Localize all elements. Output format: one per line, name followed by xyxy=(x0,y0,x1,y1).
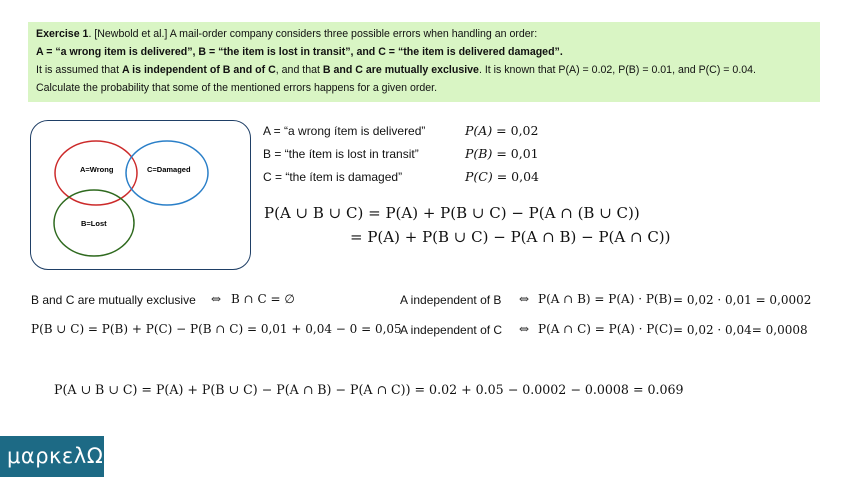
final-equation: P(A ∪ B ∪ C) = P(A) + P(B ∪ C) − P(A ∩ B) − P(A ∩ C)) = 0.02 + 0.05 − 0.0002 − 0.0008 = 0.069 xyxy=(54,382,684,397)
probability-a: P(A) = 0,02 xyxy=(465,123,539,138)
exercise-line-2: A = “a wrong item is delivered”, B = “the item is lost in transit”, and C = “the item is delivered damaged”. xyxy=(36,46,563,58)
main-equation-line-2: = P(A) + P(B ∪ C) − P(A ∩ B) − P(A ∩ C)) xyxy=(350,228,671,246)
probability-b: P(B) = 0,01 xyxy=(465,146,539,161)
mutually-exclusive-arrow: ⇔ xyxy=(211,292,222,306)
definition-a: A = “a wrong ítem is delivered” xyxy=(263,124,426,138)
exercise-line-4: Calculate the probability that some of the mentioned errors happens for a given order. xyxy=(36,82,438,94)
brand-logo: μαρκελΩ xyxy=(0,436,104,477)
exercise-statement-box xyxy=(28,22,820,102)
independent-c-value: = 0,02 · 0,04= 0,0008 xyxy=(673,323,808,337)
venn-label-b: B=Lost xyxy=(81,219,107,228)
venn-diagram xyxy=(30,120,251,270)
main-equation-line-1: P(A ∪ B ∪ C) = P(A) + P(B ∪ C) − P(A ∩ (B ∪ C)) xyxy=(264,204,640,222)
mutually-exclusive-label: B and C are mutually exclusive xyxy=(31,293,196,307)
exercise-title: Exercise 1 xyxy=(36,28,89,40)
independent-b-label: A independent of B xyxy=(400,293,502,307)
definition-c: C = “the ítem is damaged” xyxy=(263,170,403,184)
probability-c: P(C) = 0,04 xyxy=(465,169,539,184)
independent-c-arrow: ⇔ xyxy=(519,322,530,336)
independent-c-label: A independent of C xyxy=(400,323,503,337)
union-bc-equation: P(B ∪ C) = P(B) + P(C) − P(B ∩ C) = 0,01 + 0,04 − 0 = 0,05 xyxy=(31,322,402,336)
venn-label-c: C=Damaged xyxy=(147,165,191,174)
independent-b-expr: P(A ∩ B) = P(A) · P(B) xyxy=(538,292,673,306)
definition-b: B = “the ítem is lost in transit” xyxy=(263,147,419,161)
exercise-line-3: It is assumed that A is independent of B and of C, and that B and C are mutually exclusive. It is known that P(A) = 0.02, P(B) = 0.01, and P(C) = 0.04. xyxy=(36,64,756,76)
exercise-line-1: Exercise 1. [Newbold et al.] A mail-order company considers three possible errors when handling an order: xyxy=(36,28,538,40)
independent-c-expr: P(A ∩ C) = P(A) · P(C) xyxy=(538,322,673,336)
independent-b-value: = 0,02 · 0,01 = 0,0002 xyxy=(673,293,812,307)
mutually-exclusive-expr: B ∩ C = ∅ xyxy=(231,292,295,306)
venn-label-a: A=Wrong xyxy=(80,165,114,174)
independent-b-arrow: ⇔ xyxy=(519,292,530,306)
